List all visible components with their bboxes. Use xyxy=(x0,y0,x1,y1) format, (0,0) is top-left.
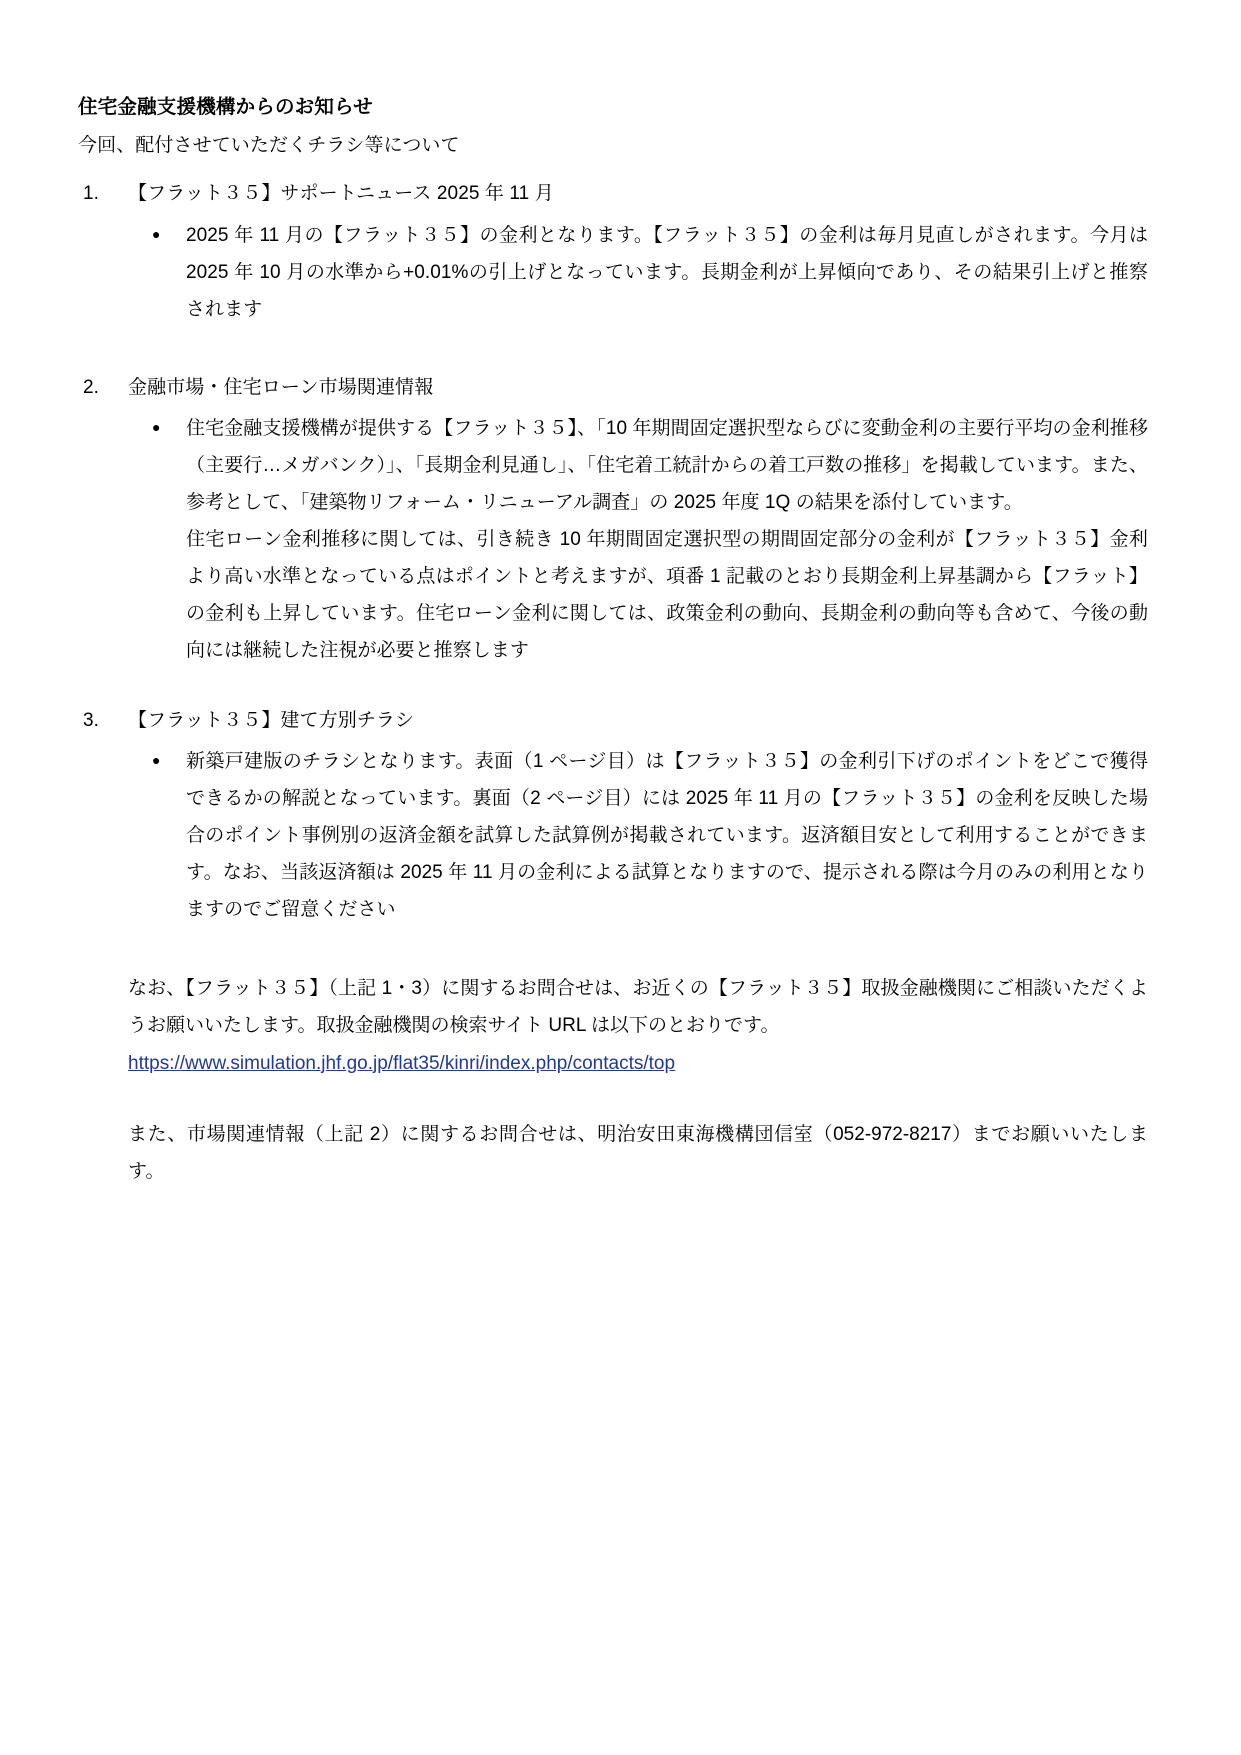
list-marker-2: 2. xyxy=(83,376,99,398)
contacts-url-link[interactable]: https://www.simulation.jhf.go.jp/flat35/kinri/index.php/contacts/top xyxy=(128,1052,676,1074)
list-heading-2: 金融市場・住宅ローン市場関連情報 xyxy=(128,376,434,398)
closing-block xyxy=(78,970,1148,1189)
list-heading-1: 【フラット３５】サポートニュース 2025 年 11 月 xyxy=(128,183,554,205)
list-item-1 xyxy=(78,176,1148,327)
bullet-item-2-1 xyxy=(128,410,1148,669)
bullet-dot-icon: ● xyxy=(152,752,161,769)
bullet-list-1 xyxy=(128,217,1148,328)
closing-paragraph-1: なお、【フラット３５】（上記 1・3）に関するお問合せは、お近くの【フラット３５】取扱金融機関にご相談いただくようお願いいたします。取扱金融機関の検索サイト URL は以下のとおりです。 xyxy=(128,978,1148,1037)
section-spacer-1 xyxy=(78,328,1148,370)
list-marker-1: 1. xyxy=(83,183,99,205)
bullet-item-1-1 xyxy=(128,217,1148,328)
bullet-text-2-2: 住宅ローン金利推移に関しては、引き続き 10 年期間固定選択型の期間固定部分の金利が【フラット３５】金利より高い水準となっている点はポイントと考えますが、項番 1 記載のとおり長期金利上昇基調から【フラット】の金利も上昇しています。住宅ローン金利に関しては、政策金利の動向、長期金利の動向等も含めて、今後の動向には継続した注視が必要と推察します xyxy=(186,528,1148,662)
section-spacer-3 xyxy=(78,928,1148,970)
list-item-2 xyxy=(78,370,1148,669)
section-spacer-2 xyxy=(78,669,1148,703)
list-marker-3: 3. xyxy=(83,710,99,732)
bullet-text-1-1: 2025 年 11 月の【フラット３５】の金利となります。【フラット３５】の金利は毎月見直しがされます。今月は 2025 年 10 月の水準から+0.01%の引上げとなっています。長期金利が上昇傾向であり、その結果引上げと推察されます xyxy=(186,224,1148,320)
bullet-list-3 xyxy=(128,743,1148,928)
bullet-text-2-1: 住宅金融支援機構が提供する【フラット３５】、「10 年期間固定選択型ならびに変動金利の主要行平均の金利推移（主要行…メガバンク）」、「長期金利見通し」、「住宅着工統計からの着工戸数の推移」を掲載しています。また、参考として、「建築物リフォーム・リニューアル調査」の 2025 年度 1Q の結果を添付しています。 xyxy=(186,417,1148,513)
closing-paragraph-2: また、市場関連情報（上記 2）に関するお問合せは、明治安田東海機構団信室（052-972-8217）までお願いいたします。 xyxy=(128,1123,1148,1182)
bullet-dot-icon: ● xyxy=(152,225,161,242)
lead-paragraph: 今回、配付させていただくチラシ等について xyxy=(78,135,460,157)
closing-spacer xyxy=(128,1082,1148,1116)
numbered-list xyxy=(78,176,1148,928)
list-item-3 xyxy=(78,703,1148,928)
bullet-item-3-1 xyxy=(128,743,1148,928)
bullet-text-3-1: 新築戸建版のチラシとなります。表面（1 ページ目）は【フラット３５】の金利引下げのポイントをどこで獲得できるかの解説となっています。裏面（2 ページ目）には 2025 年 11 月の【フラット３５】の金利を反映した場合のポイント事例別の返済金額を試算した試算例が掲載されています。返済額目安として利用することができます。なお、当該返済額は 2025 年 11 月の金利による試算となりますので、提示される際は今月のみの利用となりますのでご留意ください xyxy=(186,751,1148,921)
bullet-list-2 xyxy=(128,410,1148,669)
page-title: 住宅金融支援機構からのお知らせ xyxy=(78,96,373,118)
bullet-dot-icon: ● xyxy=(152,418,161,435)
list-heading-3: 【フラット３５】建て方別チラシ xyxy=(128,710,415,732)
